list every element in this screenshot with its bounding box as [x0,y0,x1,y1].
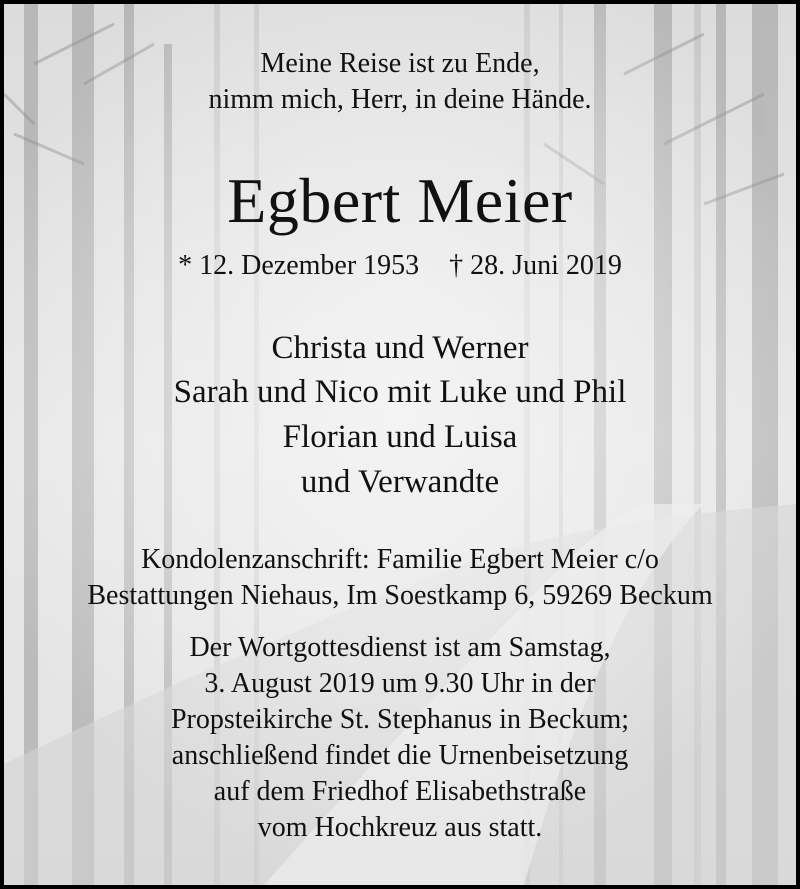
service-line-4: anschließend findet die Urnenbeisetzung [171,740,629,771]
deceased-name: Egbert Meier [227,165,573,236]
service-line-2: 3. August 2019 um 9.30 Uhr in der [204,668,596,699]
service-line-5: auf dem Friedhof Elisabethstraße [213,776,587,807]
mourner-line-1: Christa und Werner [271,330,529,366]
condolence-line-2: Bestattungen Niehaus, Im Soestkamp 6, 59269 Beckum [87,580,713,611]
mourner-line-3: Florian und Luisa [282,419,518,455]
death-date: † 28. Juni 2019 [449,250,622,281]
service-line-6: vom Hochkreuz aus statt. [257,812,543,843]
mourner-line-4: und Verwandte [300,464,500,500]
service-line-3: Propsteikirche St. Stephanus in Beckum; [170,704,630,735]
birth-date: * 12. Dezember 1953 [178,250,420,281]
motto-line-2: nimm mich, Herr, in deine Hände. [208,84,592,115]
motto-line-1: Meine Reise ist zu Ende, [260,48,540,79]
mourner-line-2: Sarah und Nico mit Luke und Phil [173,374,627,410]
service-line-1: Der Wortgottesdienst ist am Samstag, [189,632,611,663]
condolence-line-1: Kondolenzanschrift: Familie Egbert Meier c/o [141,544,659,575]
life-dates [4,250,796,282]
